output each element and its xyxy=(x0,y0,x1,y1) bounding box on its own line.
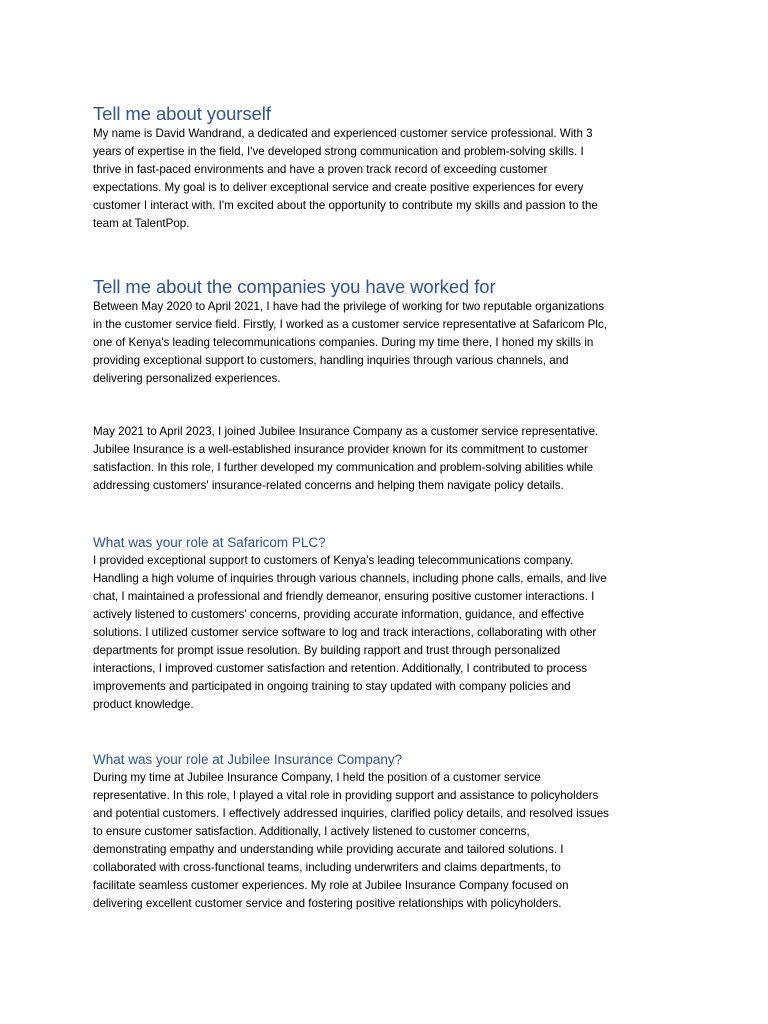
text-line: years of expertise in the field, I've developed strong communication and problem-solving skills. I xyxy=(93,145,584,158)
paragraph xyxy=(93,298,683,388)
text-line: solutions. I utilized customer service software to log and track interactions, collaborating with other xyxy=(93,626,597,639)
text-line: interactions, I improved customer satisfaction and retention. Additionally, I contributed to process xyxy=(93,662,588,675)
text-line: demonstrating empathy and understanding while providing accurate and tailored solutions. I xyxy=(93,843,564,856)
text-line: and potential customers. I effectively addressed inquiries, clarified policy details, and resolved issues xyxy=(93,807,609,820)
text-line: satisfaction. In this role, I further developed my communication and problem-solving abilities while xyxy=(93,461,594,474)
text-line: Handling a high volume of inquiries through various channels, including phone calls, emails, and live xyxy=(93,572,607,585)
text-line: thrive in fast-paced environments and have a proven track record of exceeding customer xyxy=(93,163,548,176)
section-heading: What was your role at Jubilee Insurance Company? xyxy=(93,752,403,767)
text-line: Between May 2020 to April 2021, I have had the privilege of working for two reputable organizations xyxy=(93,300,605,313)
text-line: collaborated with cross-functional teams, including underwriters and claims departments, to xyxy=(93,861,561,874)
section-heading: What was your role at Safaricom PLC? xyxy=(93,535,326,550)
text-line: addressing customers' insurance-related concerns and helping them navigate policy details. xyxy=(93,479,564,492)
text-line: facilitate seamless customer experiences. My role at Jubilee Insurance Company focused on xyxy=(93,879,569,892)
text-line: Jubilee Insurance is a well-established insurance provider known for its commitment to customer xyxy=(93,443,588,456)
text-line: My name is David Wandrand, a dedicated and experienced customer service professional. With 3 xyxy=(93,127,593,140)
text-line: providing exceptional support to customers, handling inquiries through various channels, and xyxy=(93,354,569,367)
section-heading: Tell me about the companies you have worked for xyxy=(93,276,496,297)
text-line: I provided exceptional support to customers of Kenya's leading telecommunications company. xyxy=(93,554,574,567)
text-line: to ensure customer satisfaction. Additionally, I actively listened to customer concerns, xyxy=(93,825,530,838)
text-line: May 2021 to April 2023, I joined Jubilee Insurance Company as a customer service representative. xyxy=(93,425,599,438)
text-line: product knowledge. xyxy=(93,698,194,711)
paragraph xyxy=(93,769,683,913)
text-line: departments for prompt issue resolution. By building rapport and trust through personalized xyxy=(93,644,561,657)
paragraph xyxy=(93,125,683,233)
text-line: one of Kenya's leading telecommunications companies. During my time there, I honed my skills in xyxy=(93,336,594,349)
text-line: improvements and participated in ongoing training to stay updated with company policies and xyxy=(93,680,571,693)
section-role-jubilee xyxy=(93,751,683,913)
text-line: delivering personalized experiences. xyxy=(93,372,281,385)
section-companies xyxy=(93,276,683,495)
text-line: expectations. My goal is to deliver exceptional service and create positive experiences for every xyxy=(93,181,584,194)
paragraph xyxy=(93,423,683,495)
text-line: delivering excellent customer service and fostering positive relationships with policyholders. xyxy=(93,897,562,910)
section-role-safaricom xyxy=(93,534,683,714)
text-line: team at TalentPop. xyxy=(93,217,190,230)
section-about-yourself xyxy=(93,103,683,233)
text-line: representative. In this role, I played a vital role in providing support and assistance to policyholders xyxy=(93,789,599,802)
text-line: chat, I maintained a professional and friendly demeanor, ensuring positive customer interactions. I xyxy=(93,590,595,603)
text-line: customer I interact with. I'm excited about the opportunity to contribute my skills and passion to the xyxy=(93,199,598,212)
text-line: During my time at Jubilee Insurance Company, I held the position of a customer service xyxy=(93,771,541,784)
text-line: actively listened to customers' concerns, providing accurate information, guidance, and effective xyxy=(93,608,585,621)
section-heading: Tell me about yourself xyxy=(93,103,271,124)
paragraph xyxy=(93,552,683,714)
text-line: in the customer service field. Firstly, I worked as a customer service representative at Safaricom Plc, xyxy=(93,318,607,331)
